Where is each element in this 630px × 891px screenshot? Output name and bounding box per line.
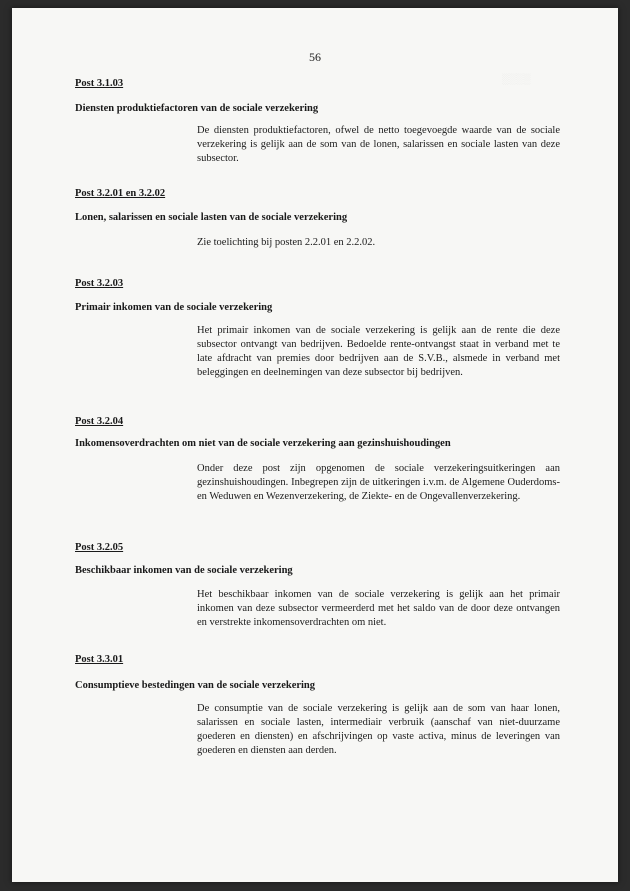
section-body	[197, 236, 560, 250]
section-title: Consumptieve bestedingen van de sociale verzekering	[75, 680, 316, 691]
section-paragraph: Zie toelichting bij posten 2.2.01 en 2.2.02.	[197, 237, 376, 248]
section-heading: Post 3.2.05	[75, 542, 124, 553]
section-paragraph: Onder deze post zijn opgenomen de sociale verzekeringsuitkeringen aan gezinshuishoudingen. Inbegrepen zijn de uitkeringen i.v.m. de Algemene Ouderdoms- en Weduwen en Wezenverzekering, de Ziekte- en de Ongevallenverzekering.	[197, 463, 560, 503]
section-heading: Post 3.2.01 en 3.2.02	[75, 188, 166, 199]
section-paragraph: Het primair inkomen van de sociale verzekering is gelijk aan de rente die deze subsector ontvangt van bedrijven. Bedoelde rente-ontvangst staat in verband met te late afdracht van premies door bedrijven aan de S.V.B., alsmede in verband met beleggingen en deelnemingen van deze subsector bij bedrijven.	[197, 325, 560, 379]
section-heading: Post 3.1.03	[75, 78, 124, 89]
section-body	[197, 588, 560, 630]
bleed-through-text: ░░░░	[502, 74, 531, 85]
section-title: Beschikbaar inkomen van de sociale verzekering	[75, 565, 293, 576]
section-title: Lonen, salarissen en sociale lasten van de sociale verzekering	[75, 212, 348, 223]
section-title: Primair inkomen van de sociale verzekering	[75, 302, 273, 313]
section-body	[197, 702, 560, 758]
section-paragraph: De consumptie van de sociale verzekering is gelijk aan de som van haar lonen, salarissen en sociale lasten, intermediair verbruik (aanschaf van niet-duurzame goederen en diensten) en afschrijvingen op vaste activa, minus de leveringen van goederen en diensten aan derden.	[197, 703, 560, 757]
section-heading: Post 3.2.04	[75, 416, 124, 427]
section-title: Inkomensoverdrachten om niet van de sociale verzekering aan gezinshuishoudingen	[75, 438, 451, 449]
page-number: 56	[309, 50, 321, 64]
section-heading: Post 3.2.03	[75, 278, 124, 289]
section-heading: Post 3.3.01	[75, 654, 124, 665]
section-body	[197, 462, 560, 504]
section-body	[197, 124, 560, 166]
section-title: Diensten produktiefactoren van de sociale verzekering	[75, 103, 319, 114]
section-body	[197, 324, 560, 380]
document-page	[12, 8, 618, 882]
section-paragraph: De diensten produktiefactoren, ofwel de netto toegevoegde waarde van de sociale verzekering is gelijk aan de som van de lonen, salarissen en sociale lasten van deze subsector.	[197, 125, 560, 165]
section-paragraph: Het beschikbaar inkomen van de sociale verzekering is gelijk aan het primair inkomen van deze subsector vermeerderd met het saldo van de door deze ontvangen en verstrekte inkomensoverdrachten om niet.	[197, 589, 560, 629]
